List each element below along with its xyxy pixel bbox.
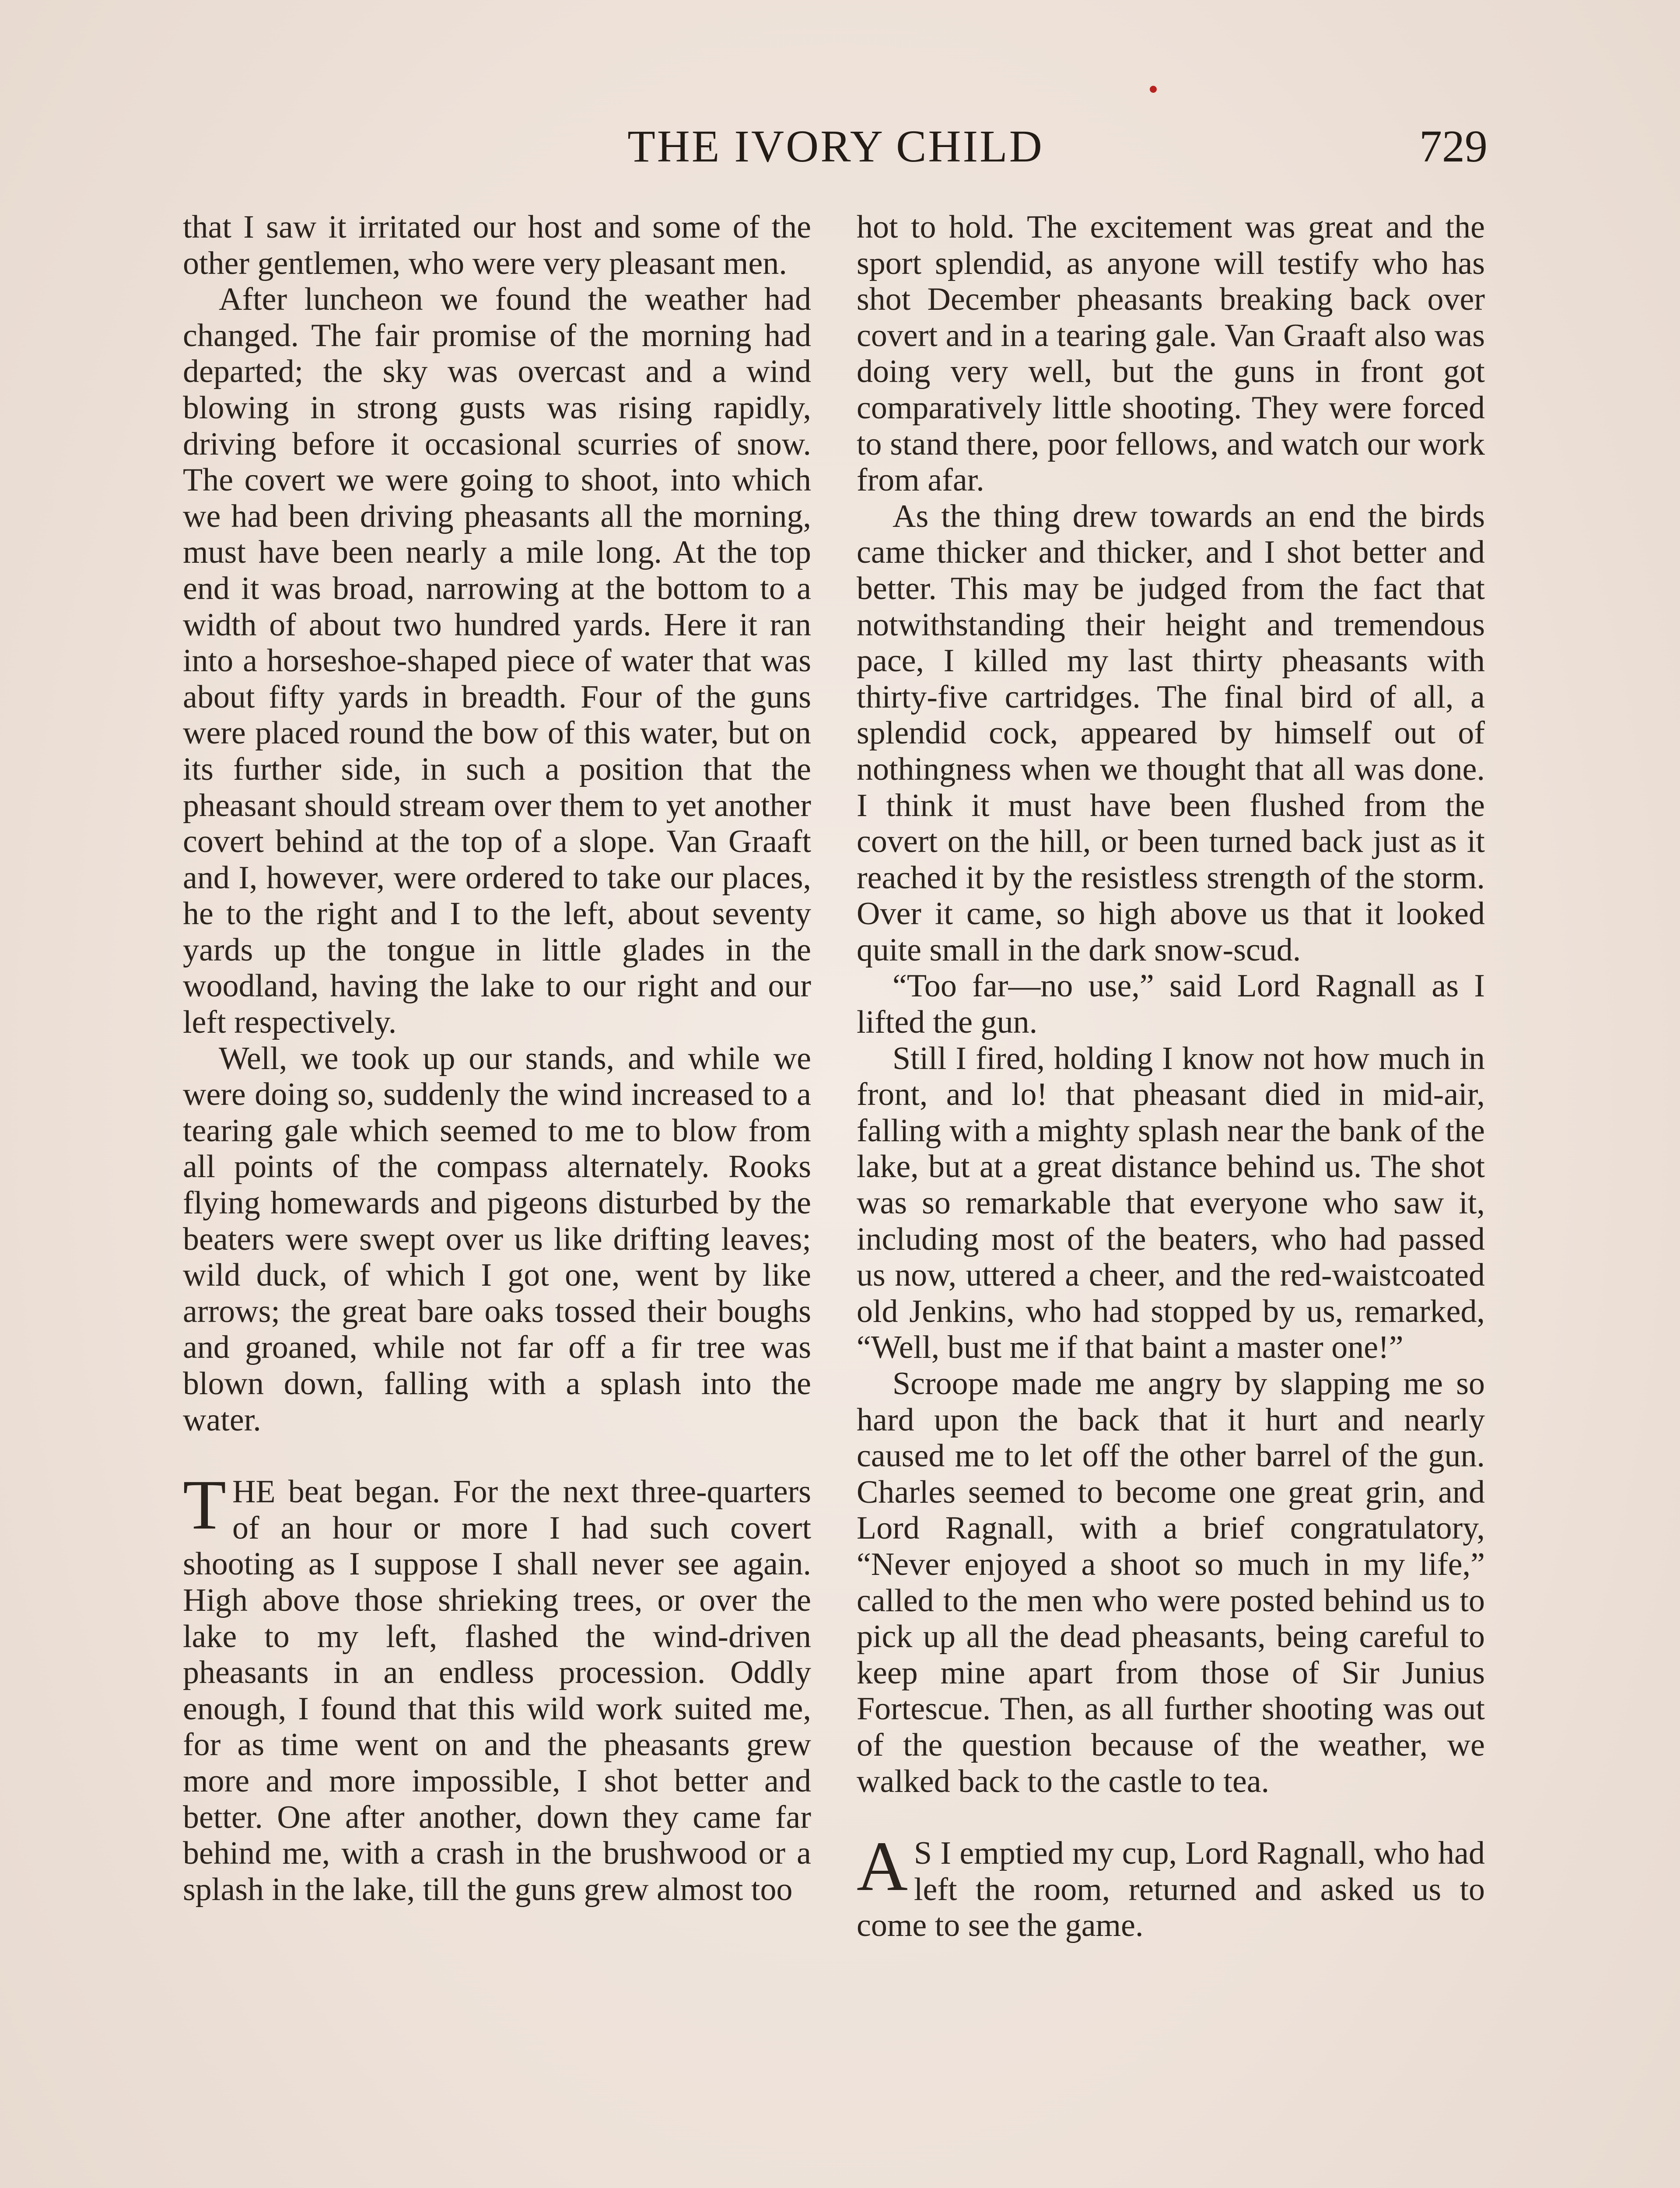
paragraph: “Too far—no use,” said Lord Ragnall as I lifted the gun.: [857, 968, 1485, 1041]
drop-cap: T: [183, 1466, 226, 1545]
paragraph: Scroope made me angry by slapping me so hard upon the back that it hurt and nearly caused me to let off the other barrel of the gun. Charles seemed to become one great grin, and Lord Ragnall, with a brief congratulatory, “Never enjoyed a shoot so much in my life,” called to the men who were posted behind us to pick up all the dead pheasants, being careful to keep mine apart from those of Sir Junius Fortescue. Then, as all further shooting was out of the question because of the weather, we walked back to the castle to tea.: [857, 1366, 1485, 1799]
page-number: 729: [1419, 121, 1488, 172]
paragraph: After luncheon we found the weather had changed. The fair promise of the morning had departed; the sky was overcast and a wind blowing in strong gusts was rising rapidly, driving before it occasional scurries of snow. The covert we were going to shoot, into which we had been driving pheasants all the morning, must have been nearly a mile long. At the top end it was broad, narrowing at the bottom to a width of about two hundred yards. Here it ran into a horseshoe-shaped piece of water that was about fifty yards in breadth. Four of the guns were placed round the bow of this water, but on its further side, in such a position that the pheasant should stream over them to yet another covert behind at the top of a slope. Van Graaft and I, however, were ordered to take our places, he to the right and I to the left, about seventy yards up the tongue in little glades in the woodland, having the lake to our right and our left respectively.: [183, 281, 811, 1041]
paragraph-text: S I emptied my cup, Lord Ragnall, who had left the room, returned and asked us to come to see the game.: [857, 1835, 1485, 1944]
right-column: [857, 209, 1485, 1944]
paragraph: Well, we took up our stands, and while we were doing so, suddenly the wind increased to a tearing gale which seemed to me to blow from all points of the compass alternately. Rooks flying homewards and pigeons disturbed by the beaters were swept over us like drifting leaves; wild duck, of which I got one, went by like arrows; the great bare oaks tossed their boughs and groaned, while not far off a fir tree was blown down, falling with a splash into the water.: [183, 1040, 811, 1438]
running-title: THE IVORY CHILD: [627, 121, 1044, 172]
left-column: [183, 209, 811, 1907]
paragraph: that I saw it irritated our host and some of the other gentlemen, who were very pleasant men.: [183, 209, 811, 281]
paragraph: Still I fired, holding I know not how much in front, and lo! that pheasant died in mid-air, falling with a mighty splash near the bank of the lake, but at a great distance behind us. The shot was so remarkable that everyone who saw it, including most of the beaters, who had passed us now, uttered a cheer, and the red-waistcoated old Jenkins, who had stopped by us, remarked, “Well, bust me if that baint a master one!”: [857, 1040, 1485, 1366]
paragraph: As the thing drew towards an end the birds came thicker and thicker, and I shot better and better. This may be judged from the fact that notwithstanding their height and tremendous pace, I killed my last thirty pheasants with thirty-five cartridges. The final bird of all, a splendid cock, appeared by himself out of nothingness when we thought that all was done. I think it must have been flushed from the covert on the hill, or been turned back just as it reached it by the resistless strength of the storm. Over it came, so high above us that it looked quite small in the dark snow-scud.: [857, 498, 1485, 968]
paragraph-with-dropcap: [183, 1466, 811, 1907]
ink-speck: [1150, 86, 1157, 93]
running-header: [184, 118, 1488, 175]
paragraph-text: HE beat began. For the next three-quarters of an hour or more I had such covert shooting as I suppose I shall never see again. High above those shrieking trees, or over the lake to my left, flashed the wind-driven pheasants in an endless procession. Oddly enough, I found that this wild work suited me, for as time went on and the pheasants grew more and more impossible, I shot better and better. One after another, down they came far behind me, with a crash in the brushwood or a splash in the lake, till the guns grew almost too: [183, 1474, 811, 1907]
paragraph-with-dropcap: [857, 1827, 1485, 1944]
paragraph: hot to hold. The excitement was great and the sport splendid, as anyone will testify who has shot December pheasants breaking back over covert and in a tearing gale. Van Graaft also was doing very well, but the guns in front got comparatively little shooting. They were forced to stand there, poor fellows, and watch our work from afar.: [857, 209, 1485, 498]
drop-cap: A: [857, 1827, 908, 1906]
